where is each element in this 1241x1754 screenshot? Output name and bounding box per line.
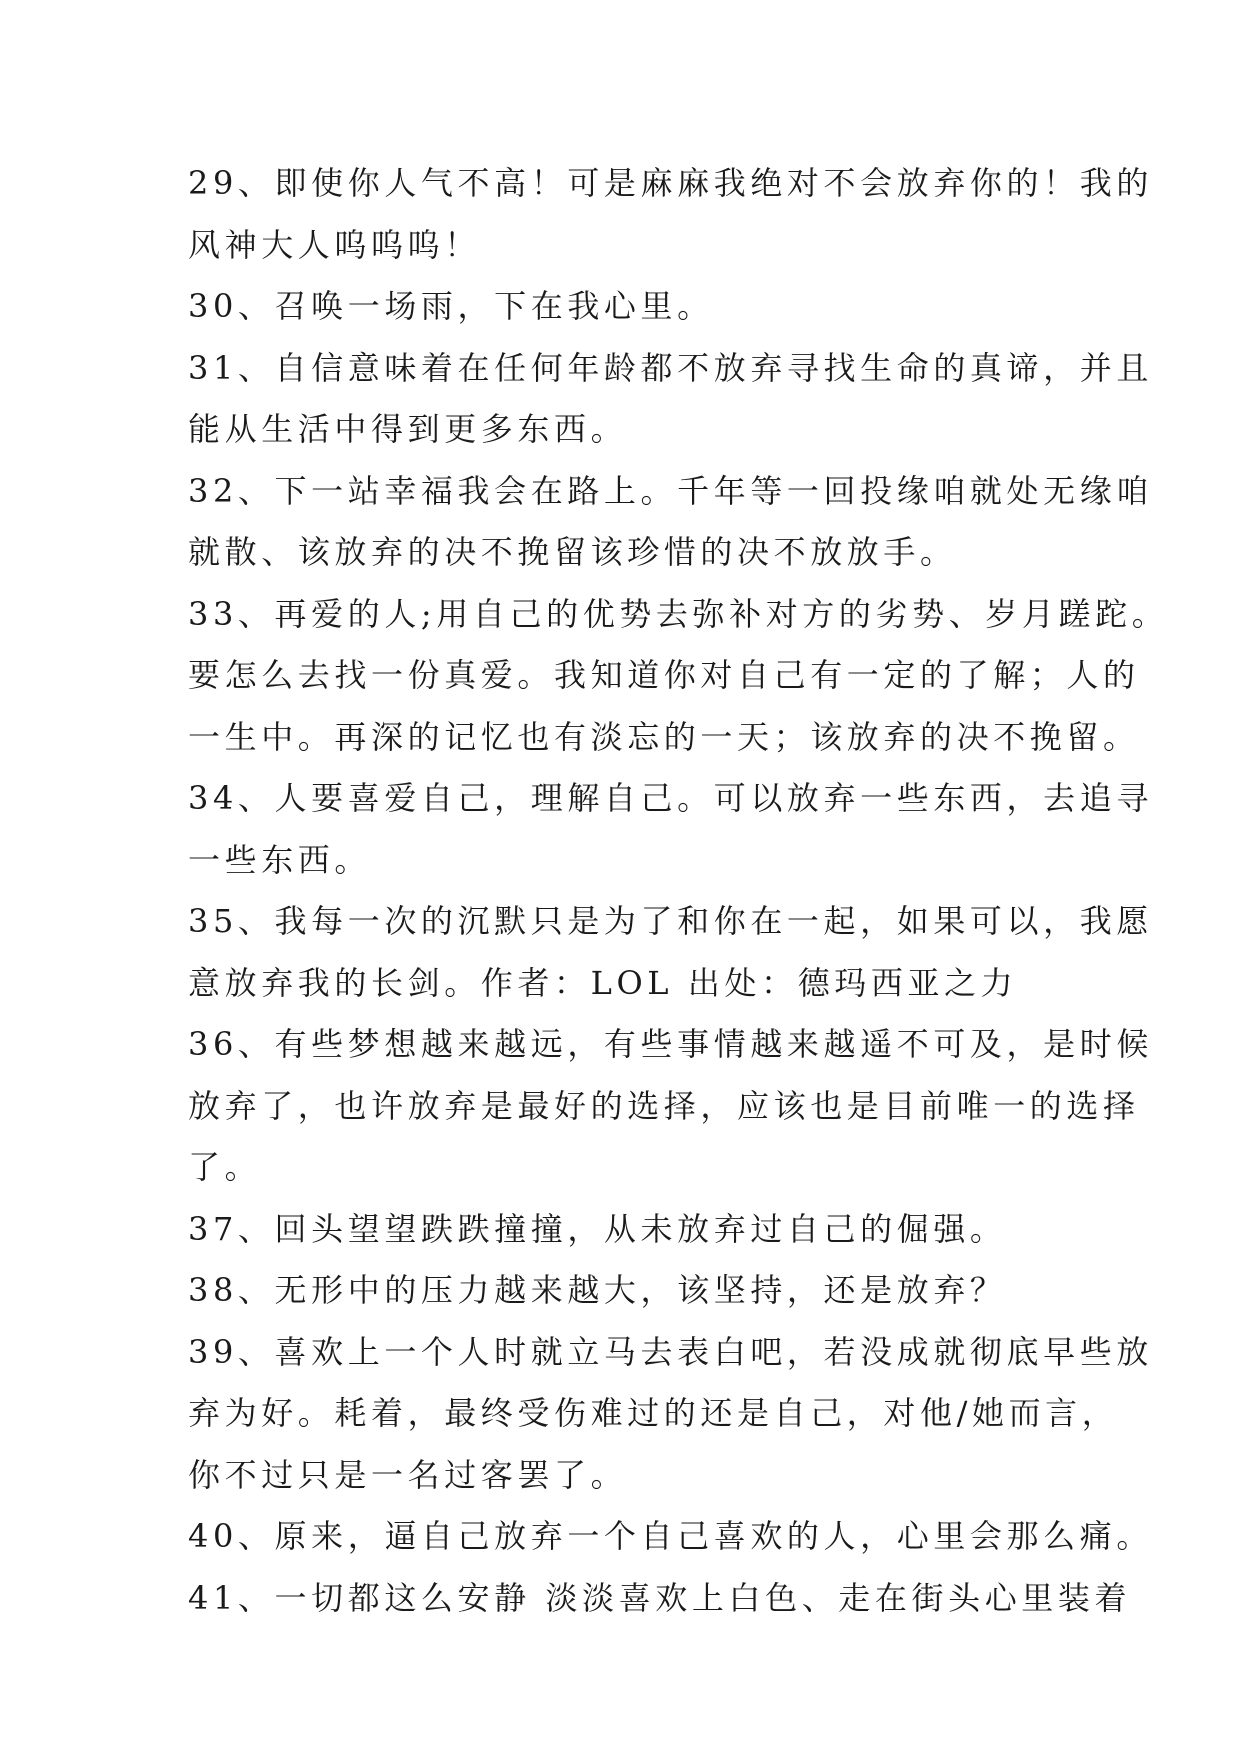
text-line: 了。 [188, 1148, 262, 1186]
text-line: 41、一切都这么安静 淡淡喜欢上白色、走在街头心里装着 [188, 1578, 1132, 1617]
text-line: 一生中。再深的记忆也有淡忘的一天；该放弃的决不挽留。 [188, 717, 1140, 756]
text-line: 意放弃我的长剑。作者：LOL 出处：德玛西亚之力 [188, 963, 1018, 1002]
text-line: 40、原来，逼自己放弃一个自己喜欢的人，心里会那么痛。 [188, 1517, 1153, 1555]
text-line: 一些东西。 [188, 840, 372, 879]
text-line: 31、自信意味着在任何年龄都不放弃寻找生命的真谛，并且 [188, 348, 1153, 387]
text-line: 32、下一站幸福我会在路上。千年等一回投缘咱就处无缘咱 [188, 471, 1153, 510]
text-line: 37、回头望望跌跌撞撞，从未放弃过自己的倔强。 [188, 1209, 1007, 1248]
text-line: 38、无形中的压力越来越大，该坚持，还是放弃？ [188, 1271, 1007, 1309]
text-line: 33、再爱的人;用自己的优势去弥补对方的劣势、岁月蹉跎。 [188, 594, 1169, 633]
text-line: 34、人要喜爱自己，理解自己。可以放弃一些东西，去追寻 [188, 779, 1153, 817]
text-line: 就散、该放弃的决不挽留该珍惜的决不放放手。 [188, 533, 957, 571]
text-line: 29、即使你人气不高！可是麻麻我绝对不会放弃你的！我的 [188, 164, 1153, 202]
text-line: 30、召唤一场雨，下在我心里。 [188, 287, 714, 325]
text-line: 35、我每一次的沉默只是为了和你在一起，如果可以，我愿 [188, 902, 1153, 940]
text-line: 36、有些梦想越来越远，有些事情越来越遥不可及，是时候 [188, 1025, 1153, 1063]
text-line: 要怎么去找一份真爱。我知道你对自己有一定的了解；人的 [188, 656, 1140, 694]
text-line: 放弃了，也许放弃是最好的选择，应该也是目前唯一的选择 [188, 1086, 1140, 1125]
text-line: 39、喜欢上一个人时就立马去表白吧，若没成就彻底早些放 [188, 1332, 1153, 1371]
text-line: 风神大人呜呜呜！ [188, 225, 481, 264]
text-line: 能从生活中得到更多东西。 [188, 410, 628, 448]
text-line: 你不过只是一名过客罢了。 [188, 1455, 628, 1494]
document-body [188, 153, 1169, 1629]
text-line: 弃为好。耗着，最终受伤难过的还是自己，对他/她而言， [188, 1394, 1119, 1432]
